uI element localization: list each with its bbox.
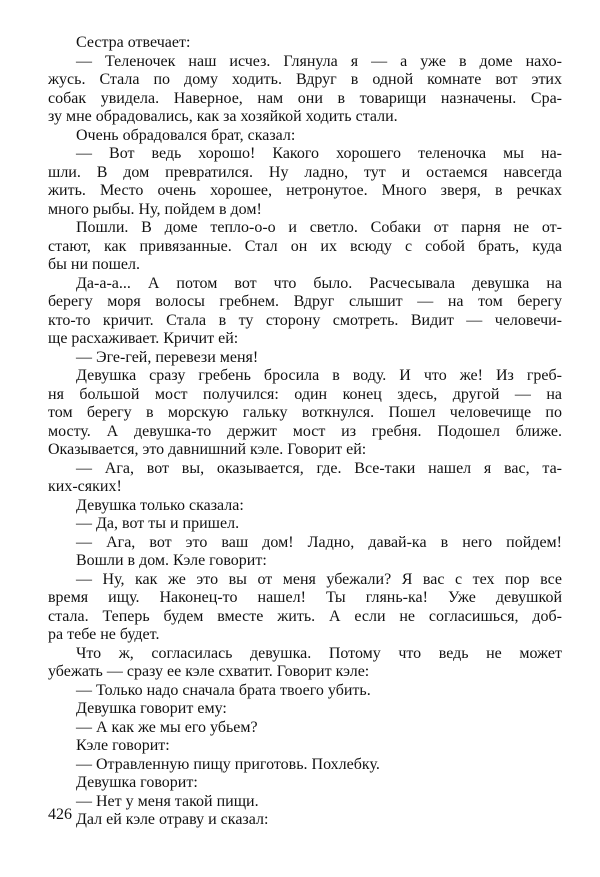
text-line: много рыбы. Ну, пойдем в дом! xyxy=(48,200,262,218)
text-line: Девушка только сказала: xyxy=(76,496,244,514)
text-line: ня большой мост получился: один конец здесь, другой — на xyxy=(48,385,562,403)
page-number: 426 xyxy=(48,806,72,823)
text-line: — Ну, как же это вы от меня убежали? Я вас с тех пор все xyxy=(76,570,562,588)
text-line: Что ж, согласилась девушка. Потому что ведь не может xyxy=(76,644,562,662)
text-line: том берегу в морскую гальку воткнулся. Пошел человечище по xyxy=(48,404,562,421)
text-line: кто-то кричит. Стала в ту сторону смотреть. Видит — человечи- xyxy=(48,311,562,329)
text-line: Девушка говорит: xyxy=(76,774,198,791)
text-line: жусь. Стала по дому ходить. Вдруг в одной комнате вот этих xyxy=(48,71,562,88)
text-line: — Отравленную пищу приготовь. Похлебку. xyxy=(76,755,380,773)
text-line: Оказывается, это давнишний кэле. Говорит ей: xyxy=(48,441,367,458)
text-line: Да-а-а... А потом вот что было. Расчесывала девушка на xyxy=(76,274,562,292)
text-line: — Только надо сначала брата твоего убить. xyxy=(76,681,371,699)
text-line: — Вот ведь хорошо! Какого хорошего теленочка мы на- xyxy=(76,145,562,162)
text-line: — Эге-гей, перевези меня! xyxy=(76,348,259,366)
text-line: зу мне обрадовались, как за хозяйкой ходить стали. xyxy=(48,108,398,125)
text-line: убежать — сразу ее кэле схватит. Говорит кэле: xyxy=(48,663,370,680)
text-line: берегу моря волосы гребнем. Вдруг слышит — на том берегу xyxy=(48,293,562,310)
text-line: Девушка говорит ему: xyxy=(76,700,227,717)
text-column xyxy=(48,34,562,830)
text-line: мосту. А девушка-то держит мост из гребня. Подошел ближе. xyxy=(48,422,562,440)
text-line: Пошли. В доме тепло-о-о и светло. Собаки от парня не от- xyxy=(76,219,562,236)
text-line: Очень обрадовался брат, сказал: xyxy=(76,126,296,144)
text-line: Дал ей кэле отраву и сказал: xyxy=(76,811,269,828)
text-line: ще расхаживает. Кричит ей: xyxy=(48,330,239,347)
text-line: собак увидела. Наверное, нам они в товарищи назначены. Сра- xyxy=(48,89,562,107)
text-line: стают, как привязанные. Стал он их всюду с собой брать, куда xyxy=(48,237,562,255)
text-line: — Да, вот ты и пришел. xyxy=(76,515,240,532)
text-line: бы ни пошел. xyxy=(48,256,140,273)
text-line: ра тебе не будет. xyxy=(48,626,160,643)
text-line: Сестра отвечает: xyxy=(76,34,191,51)
text-line: — Ага, вот вы, оказывается, где. Все-таки нашел я вас, та- xyxy=(76,459,562,477)
text-line: время ищу. Наконец-то нашел! Ты глянь-ка! Уже девушкой xyxy=(48,589,562,606)
text-line: шли. В дом превратился. Ну ладно, тут и остаемся навсегда xyxy=(48,163,562,181)
text-line: — А как же мы его убьем? xyxy=(76,718,258,736)
text-line: — Нет у меня такой пищи. xyxy=(76,792,259,810)
text-line: — Ага, вот это ваш дом! Ладно, давай-ка в него пойдем! xyxy=(76,533,562,551)
text-line: стала. Теперь будем вместе жить. А если не согласишься, доб- xyxy=(48,607,562,625)
text-line: Вошли в дом. Кэле говорит: xyxy=(76,552,267,569)
text-line: жить. Место очень хорошее, нетронутое. Много зверя, в речках xyxy=(48,182,562,199)
text-line: ких-сяких! xyxy=(48,478,122,495)
text-line: Девушка сразу гребень бросила в воду. И что же! Из греб- xyxy=(76,367,562,384)
text-line: — Теленочек наш исчез. Глянула я — а уже в доме нахо- xyxy=(76,52,562,70)
text-line: Кэле говорит: xyxy=(76,737,170,754)
